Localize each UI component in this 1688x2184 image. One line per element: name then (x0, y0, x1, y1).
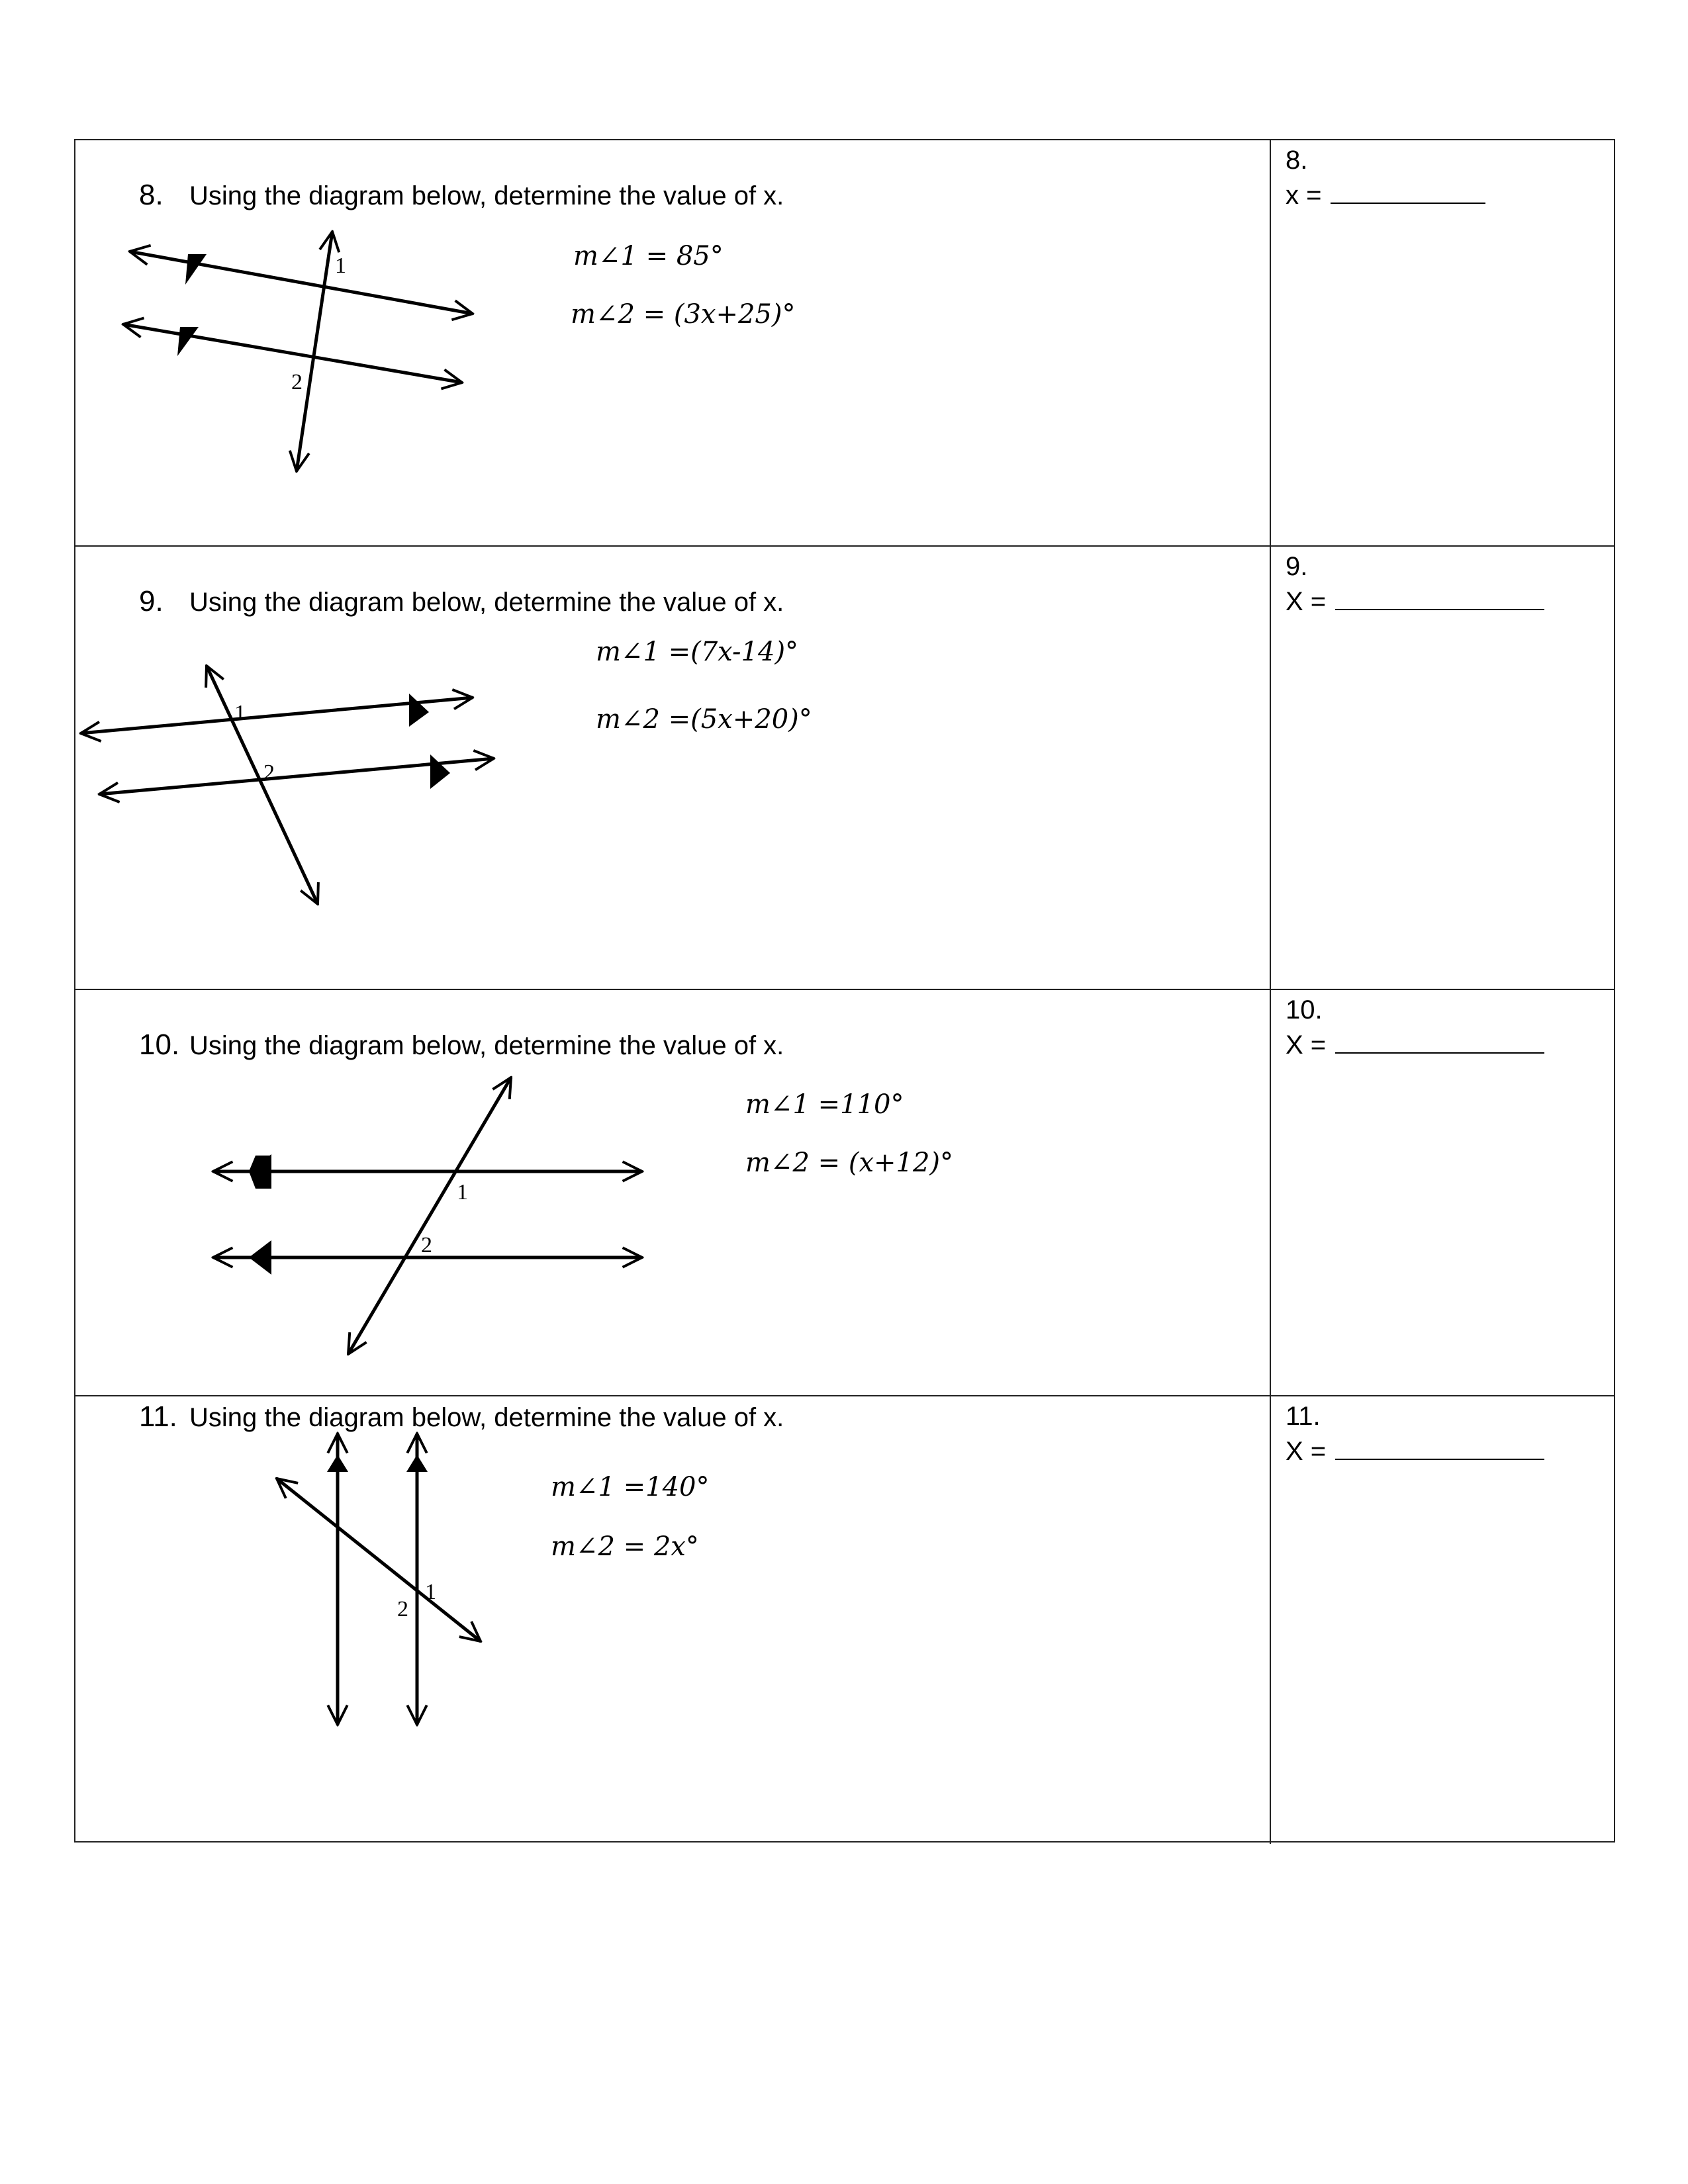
problem-prompt: Using the diagram below, determine the value of x. (189, 1403, 784, 1432)
problem-prompt: Using the diagram below, determine the value of x. (189, 181, 784, 210)
problem-row-9 (75, 547, 1614, 990)
angle-label-2: 2 (291, 370, 303, 394)
parallel-line-top (130, 251, 473, 314)
answer-line (1286, 1028, 1544, 1060)
angle-label-1: 1 (425, 1580, 436, 1604)
answer-cell-9 (1271, 547, 1614, 989)
parallel-mark-icon (409, 694, 429, 727)
transversal-line (277, 1479, 481, 1641)
angle-label-2: 2 (263, 760, 275, 785)
angle-label-1: 1 (234, 701, 246, 725)
angle-2-measure: m∠2 = 2x° (551, 1531, 699, 1562)
problem-number: 8. (139, 179, 164, 211)
answer-blank[interactable] (1331, 179, 1485, 204)
answer-label: X = (1286, 1437, 1327, 1466)
angle-1-measure: m∠1 =110° (745, 1089, 904, 1120)
parallel-mark-icon (249, 1240, 271, 1275)
answer-line (1286, 179, 1485, 210)
angle-label-1: 1 (457, 1180, 468, 1205)
answer-line (1286, 1435, 1544, 1467)
angle-1-measure: m∠1 =140° (551, 1472, 710, 1502)
answer-cell-11 (1271, 1396, 1614, 1844)
parallel-lines-diagram-9 (75, 547, 1271, 990)
angle-1-measure: m∠1 =(7x-14)° (596, 637, 799, 667)
angle-1-measure: m∠1 = 85° (573, 241, 724, 271)
problem-prompt: Using the diagram below, determine the value of x. (189, 588, 784, 617)
answer-blank[interactable] (1335, 585, 1544, 610)
problem-row-10 (75, 990, 1614, 1396)
question-cell-10 (75, 990, 1271, 1395)
problem-row-11 (75, 1396, 1614, 1844)
answer-blank[interactable] (1335, 1435, 1544, 1460)
problem-number: 9. (139, 585, 164, 617)
answer-label: X = (1286, 587, 1327, 616)
question-cell-11 (75, 1396, 1271, 1844)
angle-label-2: 2 (421, 1233, 432, 1257)
parallel-mark-icon (177, 327, 199, 356)
angle-label-2: 2 (397, 1597, 408, 1621)
angle-label-1: 1 (335, 253, 346, 278)
answer-label: x = (1286, 181, 1322, 210)
problem-number: 10. (139, 1028, 180, 1061)
parallel-mark-icon (430, 754, 450, 789)
transversal-line (297, 232, 332, 471)
problem-number: 11. (139, 1400, 177, 1433)
transversal-line (348, 1077, 511, 1354)
parallel-lines-diagram-10 (75, 990, 1271, 1396)
question-cell-8 (75, 140, 1271, 545)
answer-blank[interactable] (1335, 1028, 1544, 1054)
parallel-mark-icon (406, 1455, 428, 1472)
answer-number: 10. (1286, 995, 1323, 1024)
parallel-mark-icon (327, 1455, 348, 1472)
angle-2-measure: m∠2 = (3x+25)° (571, 299, 796, 330)
answer-number: 9. (1286, 552, 1308, 581)
problem-row-8 (75, 140, 1614, 547)
answer-cell-10 (1271, 990, 1614, 1395)
parallel-mark-icon (185, 254, 207, 285)
worksheet-table (74, 139, 1615, 1843)
angle-2-measure: m∠2 = (x+12)° (745, 1148, 954, 1178)
answer-number: 8. (1286, 146, 1308, 175)
answer-cell-8 (1271, 140, 1614, 545)
parallel-lines-diagram-8 (75, 140, 1271, 547)
parallel-lines-diagram-11 (75, 1396, 1271, 1844)
question-cell-9 (75, 547, 1271, 989)
answer-line (1286, 585, 1544, 617)
angle-2-measure: m∠2 =(5x+20)° (596, 704, 812, 735)
transversal-line (207, 666, 318, 904)
problem-prompt: Using the diagram below, determine the value of x. (189, 1031, 784, 1060)
answer-label: X = (1286, 1030, 1327, 1060)
answer-number: 11. (1286, 1402, 1321, 1431)
